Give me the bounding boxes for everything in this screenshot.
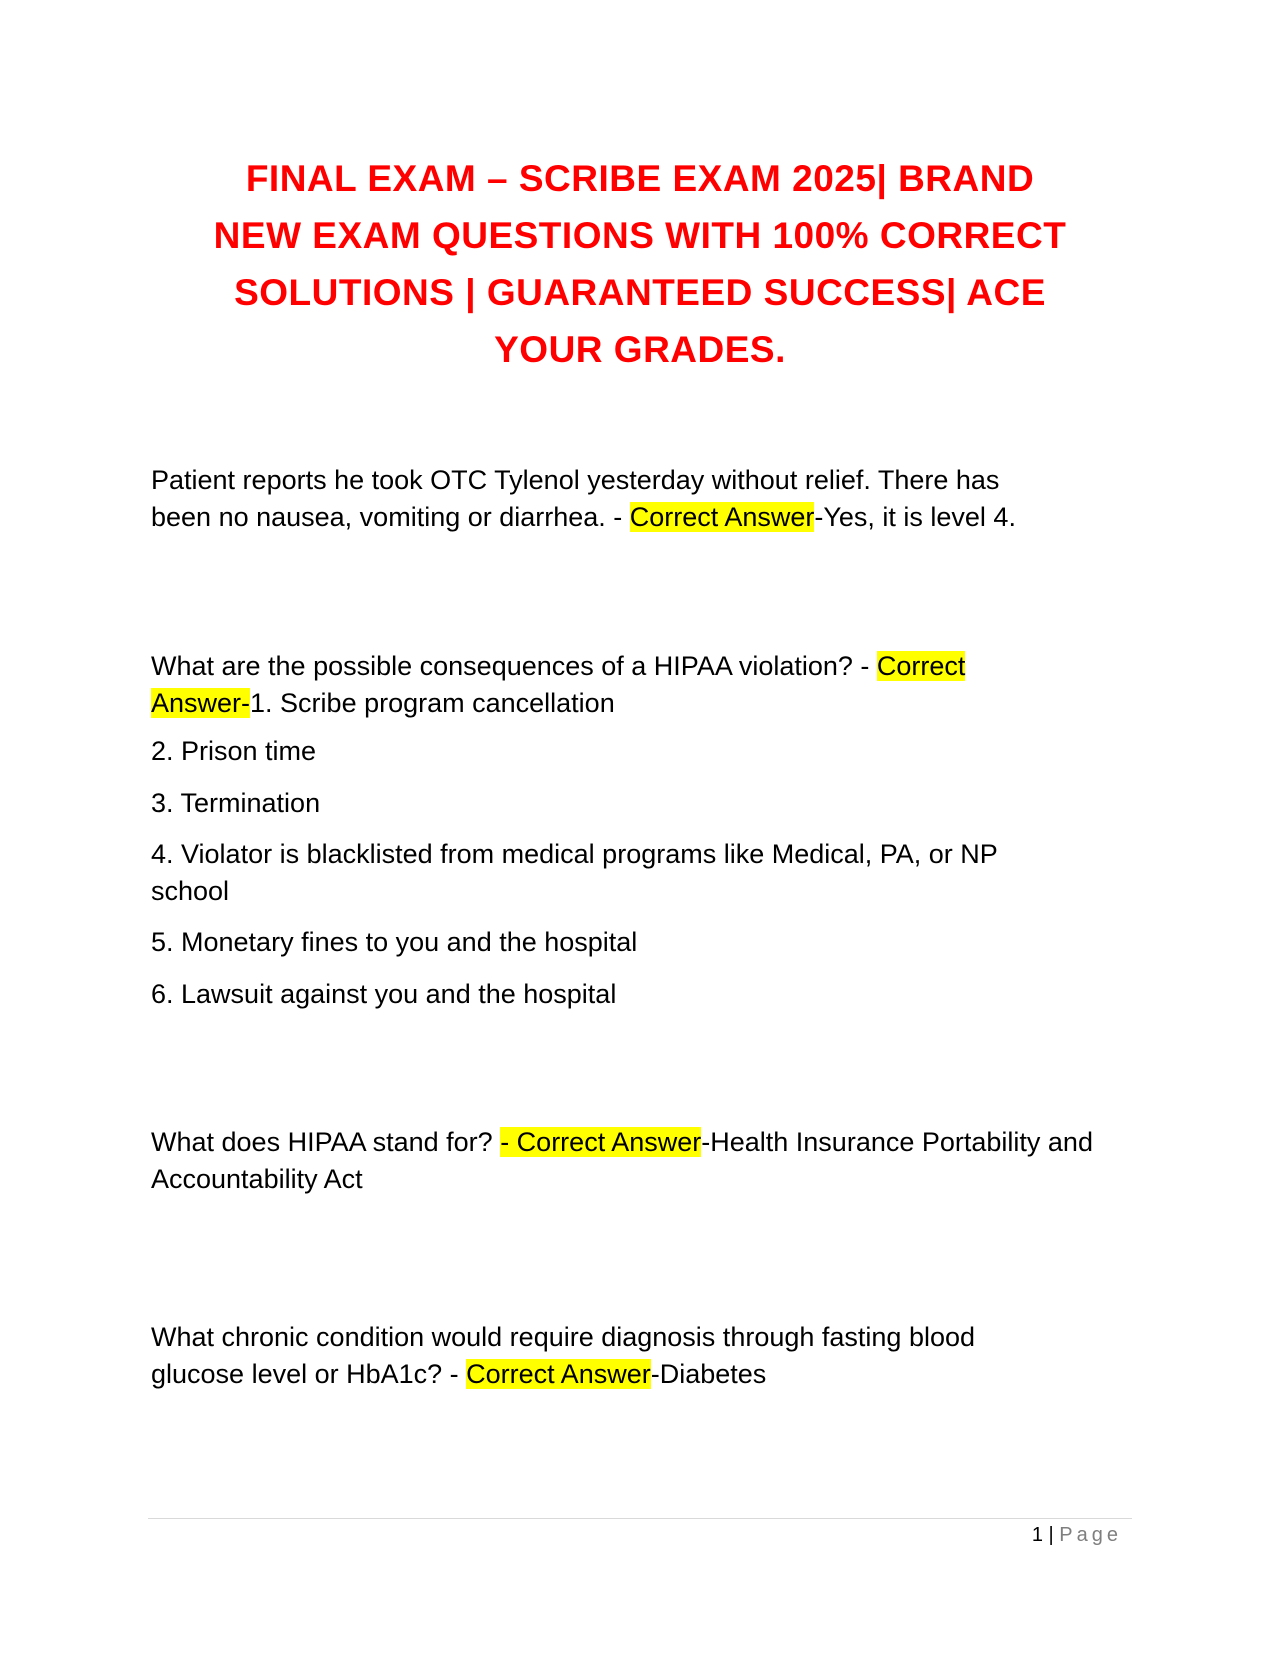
correct-answer-label: Correct Answer [629,502,815,532]
page-number: 1 [1031,1524,1043,1546]
question-2-text: What are the possible consequences of a HIPAA violation? - [151,651,877,681]
question-3-answer: -Health Insurance Portability and Accountability Act [151,1127,1093,1194]
list-item: 5. Monetary fines to you and the hospital [151,927,638,957]
page-separator: | [1042,1524,1060,1546]
title-line: NEW EXAM QUESTIONS WITH 100% CORRECT [213,215,1067,256]
question-1-line-2 [151,499,1131,536]
question-1 [151,462,1131,536]
question-1-text: been no nausea, vomiting or diarrhea. - [151,502,630,532]
correct-answer-label: Correct [876,651,966,681]
list-item: 2. Prison time [151,736,317,766]
question-4-line-2 [151,1356,1131,1393]
correct-answer-label: Answer- [151,688,251,718]
list-item: 6. Lawsuit against you and the hospital [151,979,617,1009]
list-item: 3. Termination [151,788,321,818]
question-2-answer: 1. Scribe program cancellation [250,688,615,718]
question-3 [151,1124,1131,1198]
question-2-line-1 [151,648,1131,685]
question-4 [151,1319,1131,1393]
question-4-line-1: What chronic condition would require diagnosis through fasting blood [151,1322,976,1352]
document-title [140,150,1140,378]
title-line: FINAL EXAM – SCRIBE EXAM 2025| BRAND [245,158,1035,199]
page-footer [1032,1524,1122,1547]
title-line: YOUR GRADES. [494,329,786,370]
question-1-answer: -Yes, it is level 4. [814,502,1016,532]
question-2 [151,648,1131,722]
footer-divider [148,1518,1132,1519]
correct-answer-label: - Correct Answer [500,1127,702,1157]
question-2-line-2 [151,685,1131,722]
question-4-answer: -Diabetes [650,1359,767,1389]
question-4-text: glucose level or HbA1c? - [151,1359,467,1389]
question-3-text: What does HIPAA stand for? [151,1127,501,1157]
page-word: Page [1059,1524,1122,1546]
correct-answer-label: Correct Answer [466,1359,651,1389]
question-1-line-1: Patient reports he took OTC Tylenol yesterday without relief. There has [151,465,1000,495]
title-line: SOLUTIONS | GUARANTEED SUCCESS| ACE [234,272,1046,313]
list-item: 4. Violator is blacklisted from medical programs like Medical, PA, or NP school [151,839,998,906]
